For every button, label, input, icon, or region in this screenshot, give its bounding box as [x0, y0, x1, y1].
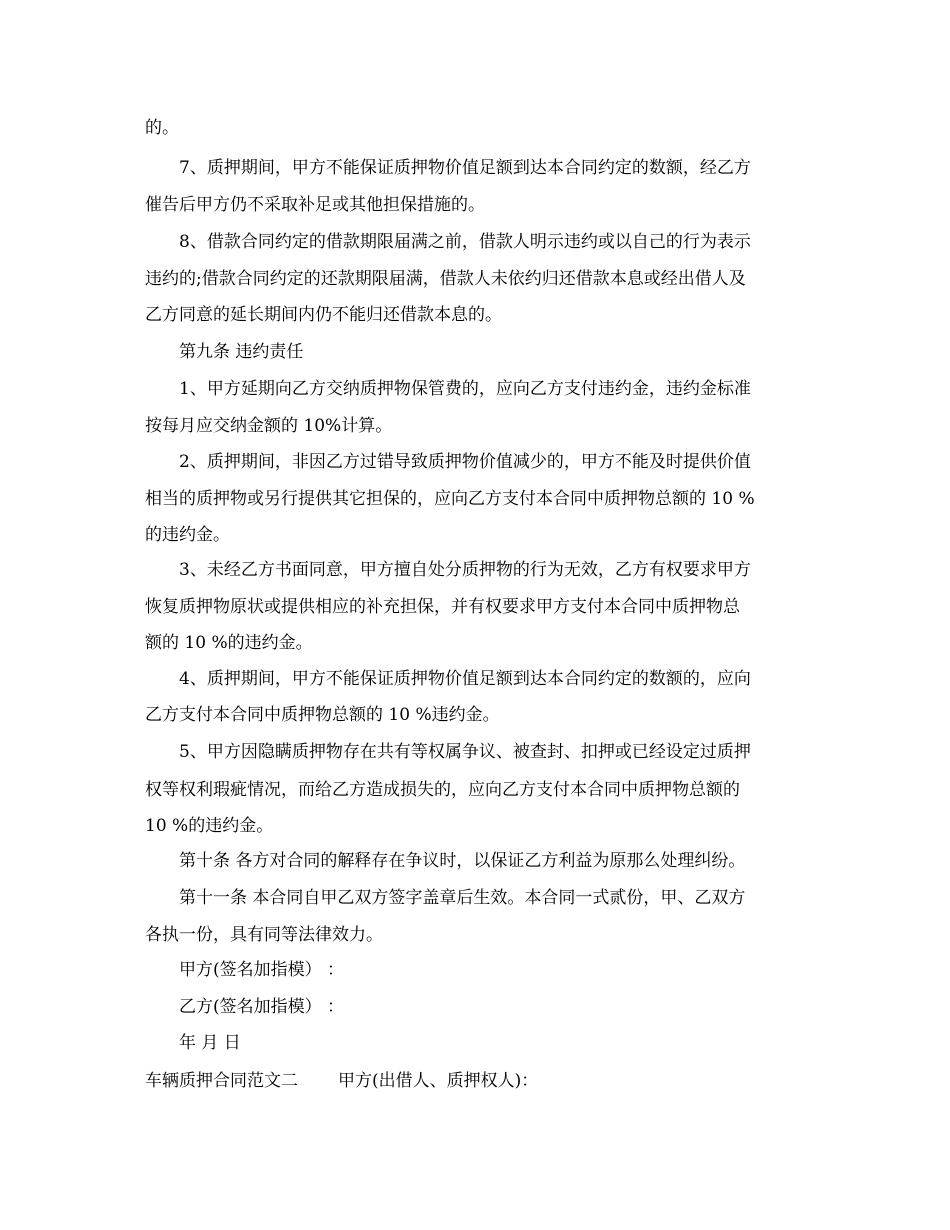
- section-heading: 第九条 违约责任: [145, 342, 304, 362]
- date-line: 年 月 日: [145, 1033, 241, 1053]
- text-line: 违约的;借款合同约定的还款期限届满，借款人未依约归还借款本息或经出借人及: [145, 269, 746, 289]
- text-line: 的违约金。: [145, 525, 230, 545]
- text-line: 按每月应交纳金额的 10%计算。: [145, 416, 393, 436]
- text-line: 10 %的违约金。: [145, 816, 274, 836]
- text-line: 乙方同意的延长期间内仍不能归还借款本息的。: [145, 305, 502, 325]
- text-line: 额的 10 %的违约金。: [145, 633, 313, 653]
- text-line: 1、甲方延期向乙方交纳质押物保管费的，应向乙方支付违约金，违约金标准: [145, 379, 751, 399]
- text-line: 3、未经乙方书面同意，甲方擅自处分质押物的行为无效，乙方有权要求甲方: [145, 560, 751, 580]
- text-line: 4、质押期间，甲方不能保证质押物价值足额到达本合同约定的数额的，应向: [145, 669, 751, 689]
- next-document-party-a: 甲方(出借人、质押权人)：: [338, 1071, 539, 1091]
- text-line: 乙方支付本合同中质押物总额的 10 %违约金。: [145, 705, 500, 725]
- text-line: 相当的质押物或另行提供其它担保的，应向乙方支付本合同中质押物总额的 10 %: [145, 489, 755, 509]
- text-line: 各执一份，具有同等法律效力。: [145, 925, 383, 945]
- next-document-heading: [145, 1063, 538, 1099]
- next-document-title: 车辆质押合同范文二: [145, 1071, 298, 1091]
- text-line: 8、借款合同约定的借款期限届满之前，借款人明示违约或以自己的行为表示: [145, 232, 751, 252]
- text-line: 权等权利瑕疵情况，而给乙方造成损失的，应向乙方支付本合同中质押物总额的: [145, 780, 740, 800]
- text-line: 7、质押期间，甲方不能保证质押物价值足额到达本合同约定的数额，经乙方: [145, 158, 751, 178]
- text-line: 的。: [145, 118, 179, 138]
- text-line: 恢复质押物原状或提供相应的补充担保，并有权要求甲方支付本合同中质押物总: [145, 597, 740, 617]
- section-heading: 第十一条 本合同自甲乙双方签字盖章后生效。本合同一式贰份，甲、乙双方: [145, 888, 746, 908]
- text-line: 催告后甲方仍不采取补足或其他担保措施的。: [145, 195, 485, 215]
- text-line: 5、甲方因隐瞒质押物存在共有等权属争议、被查封、扣押或已经设定过质押: [145, 742, 751, 762]
- section-heading: 第十条 各方对合同的解释存在争议时，以保证乙方利益为原那么处理纠纷。: [145, 851, 746, 871]
- signature-line-party-a: 甲方(签名加指模） ：: [145, 960, 345, 980]
- text-line: 2、质押期间，非因乙方过错导致质押物价值减少的，甲方不能及时提供价值: [145, 452, 751, 472]
- signature-line-party-b: 乙方(签名加指模） ：: [145, 997, 345, 1017]
